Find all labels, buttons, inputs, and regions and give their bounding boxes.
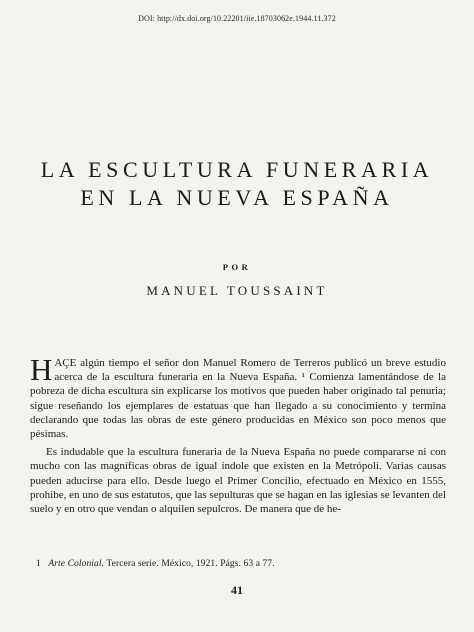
paragraph-1 bbox=[30, 352, 446, 441]
article-title-line-2: EN LA NUEVA ESPAÑA bbox=[80, 185, 394, 210]
footnote-source-title: Arte Colonial. bbox=[48, 559, 105, 569]
footnote-number: 1 bbox=[36, 559, 41, 569]
footnote-details: Tercera serie. México, 1921. Págs. 63 a 77. bbox=[106, 559, 275, 569]
article-body bbox=[30, 352, 446, 516]
byline-por: POR bbox=[222, 262, 252, 272]
page-number: 41 bbox=[231, 583, 243, 597]
article-title-line-1: LA ESCULTURA FUNERARIA bbox=[40, 157, 434, 182]
drop-cap: H bbox=[30, 352, 53, 387]
author-name: MANUEL TOUSSAINT bbox=[146, 283, 328, 298]
paragraph-2: Es indudable que la escultura funeraria de la Nueva España no puede compararse ni con mucho con las magníficas obras de igual índole que existen en la Metrópoli. Varias causas pueden aducirse para ello. Desde luego el Primer Concilio, efectuado en México en 1555, prohibe, en uno de sus estatutos, que las sepulturas que se hagan en las iglesias se levanten del suelo y en otro que vendan o alquilen sepulcros. De manera que de he- bbox=[30, 446, 446, 516]
doi-line[interactable]: DOI: http://dx.doi.org/10.22201/iie.18703062e.1944.11.372 bbox=[138, 14, 336, 23]
paragraph-1-text: AÇE algún tiempo el señor don Manuel Romero de Terreros publicó un breve estudio acerca de la escultura funeraria en la Nueva España. ¹ Comienza lamentándose de la pobreza de dicha escultura sin explicarse los motivos que pueden haber originado tal penuria; sigue reseñando los ejemplares de estatuas que han llegado a su conocimiento y termina declarando que todas las obras de este género producidas en México son poco menos que pésimas. bbox=[30, 357, 446, 441]
footnote bbox=[30, 559, 446, 569]
